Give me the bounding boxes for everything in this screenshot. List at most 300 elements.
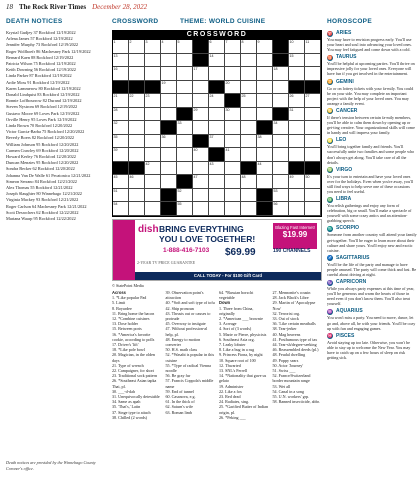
- crossword-cell[interactable]: [305, 148, 321, 162]
- crossword-cell[interactable]: [193, 175, 209, 189]
- crossword-cell[interactable]: [241, 121, 257, 135]
- crossword-cell[interactable]: [273, 175, 289, 189]
- crossword-cell[interactable]: [241, 108, 257, 122]
- crossword-cell[interactable]: [193, 148, 209, 162]
- crossword-cell[interactable]: [257, 67, 273, 81]
- crossword-cell[interactable]: [225, 40, 241, 54]
- crossword-cell[interactable]: [145, 40, 161, 54]
- crossword-cell[interactable]: [177, 94, 193, 108]
- crossword-block: [193, 40, 209, 54]
- crossword-block: [257, 189, 273, 203]
- crossword-cell[interactable]: [145, 162, 161, 176]
- crossword-cell[interactable]: [145, 175, 161, 189]
- clue-item: 34. Same as apah: [112, 399, 141, 405]
- zodiac-icon: ♋: [327, 108, 333, 114]
- clue-item: 21. Type of wrench: [112, 362, 144, 368]
- zodiac-icon: ♓: [327, 333, 333, 339]
- crossword-cell[interactable]: [113, 175, 129, 189]
- crossword-cell[interactable]: [161, 81, 177, 95]
- horoscope-text: Avoid staying up too late. Otherwise, you won't be able to stay up to welcome the New Year. You may have to catch up on a few hours of sleep on risk getting sick.: [327, 339, 411, 361]
- crossword-cell[interactable]: [305, 189, 321, 203]
- crossword-cell[interactable]: [257, 175, 273, 189]
- clue-item: 38. Tear-jerker: [272, 326, 297, 332]
- clue-number: 4: [161, 40, 164, 44]
- crossword-block: [209, 148, 225, 162]
- horoscope-sign-name: [327, 54, 417, 61]
- clue-number: 28: [113, 107, 118, 112]
- clue-number: 9: [257, 40, 260, 44]
- crossword-block: [209, 81, 225, 95]
- clue-number: 51: [113, 188, 118, 193]
- crossword-cell[interactable]: [209, 94, 225, 108]
- clue-item: 3. Acreage: [219, 321, 237, 327]
- horoscope-virgo: [327, 167, 417, 194]
- clue-item: 15. Between ports: [112, 326, 142, 332]
- crossword-cell[interactable]: [289, 121, 305, 135]
- crossword-grid[interactable]: [112, 39, 322, 217]
- crossword-cell[interactable]: [145, 67, 161, 81]
- clue-item: 35. 'That's,' Latin: [112, 404, 141, 410]
- crossword-cell[interactable]: [273, 162, 289, 176]
- clue-number: 46: [129, 175, 134, 180]
- death-notice-item: Linda Parker 87 Rockford 12/19/2022: [6, 73, 72, 79]
- crossword-cell[interactable]: [129, 54, 145, 68]
- crossword-cell[interactable]: [177, 81, 193, 95]
- crossword-cell[interactable]: [289, 40, 305, 54]
- crossword-cell[interactable]: [129, 202, 145, 216]
- crossword-cell[interactable]: [209, 202, 225, 216]
- death-notice-item: Alex Thomas 55 Rockford 12/21/2022: [6, 185, 73, 191]
- crossword-cell[interactable]: [273, 94, 289, 108]
- clue-number: 11: [305, 40, 310, 44]
- crossword-cell[interactable]: [273, 121, 289, 135]
- clue-item: 8. Boyardee: [112, 305, 132, 311]
- crossword-cell[interactable]: [129, 67, 145, 81]
- crossword-cell[interactable]: [273, 148, 289, 162]
- zodiac-icon: ♈: [327, 30, 333, 36]
- crossword-cell[interactable]: [289, 148, 305, 162]
- crossword-cell[interactable]: [241, 81, 257, 95]
- clue-item: 41. Posthumous type of tax: [272, 336, 318, 342]
- sign-label: CAPRICORN: [336, 279, 367, 286]
- horoscope-text: You'll be the life of the party and manage to have people amused. The party will come thick and fast. Be careful about driving at night.: [327, 261, 417, 277]
- death-notice-item: Ardie Moss 91 Rockford 12/19/2022: [6, 79, 70, 85]
- crossword-cell[interactable]: [241, 94, 257, 108]
- crossword-cell[interactable]: [145, 202, 161, 216]
- clue-item: 56. Be gray fur: [165, 373, 191, 379]
- crossword-cell[interactable]: [241, 148, 257, 162]
- crossword-cell[interactable]: [129, 94, 145, 108]
- crossword-cell[interactable]: [145, 189, 161, 203]
- crossword-cell[interactable]: [209, 135, 225, 149]
- issue-date: December 28, 2022: [92, 3, 148, 11]
- crossword-cell[interactable]: [305, 67, 321, 81]
- crossword-block: [305, 162, 321, 176]
- crossword-cell[interactable]: [177, 148, 193, 162]
- dish-advertisement[interactable]: [112, 219, 322, 281]
- horoscope-text: It's your turn to entertain and have your loved ones over for the holidays. Even when you're away, you'll still find ways to help serve one of these occasions you need to feel useful.: [327, 173, 414, 194]
- crossword-cell[interactable]: [241, 202, 257, 216]
- crossword-block: [273, 108, 289, 122]
- crossword-cell[interactable]: [161, 108, 177, 122]
- crossword-cell[interactable]: [177, 135, 193, 149]
- horoscope-text: You relish gatherings and enjoy any form of celebration, big or small. You'll make a spectacle of yourself with some crazy antics and an attention-grabbing speech.: [327, 203, 412, 224]
- crossword-block: [177, 175, 193, 189]
- clue-item: 47. Without profession-al help, pl.: [165, 326, 208, 337]
- crossword-cell[interactable]: [289, 94, 305, 108]
- clue-number: 3: [145, 40, 148, 44]
- crossword-cell[interactable]: [289, 189, 305, 203]
- clue-item: 1. *Like popular Pad: [112, 295, 147, 301]
- crossword-cell[interactable]: [225, 148, 241, 162]
- death-notice-item: Joseph Slaughter 80 Winnebago 12/21/2022: [6, 191, 82, 197]
- crossword-cell[interactable]: [145, 148, 161, 162]
- clue-item: 2. *American ___ brownie: [219, 316, 263, 322]
- crossword-cell[interactable]: [225, 54, 241, 68]
- page-header: [6, 3, 147, 15]
- crossword-cell[interactable]: [289, 135, 305, 149]
- horoscope-sign-name: [327, 30, 417, 37]
- crossword-cell[interactable]: [177, 162, 193, 176]
- crossword-cell[interactable]: [305, 175, 321, 189]
- crossword-cell[interactable]: [257, 54, 273, 68]
- death-notices-list: [6, 30, 106, 222]
- crossword-cell[interactable]: [145, 108, 161, 122]
- paper-name: The Rock River Times: [19, 3, 87, 11]
- clue-item: 46. Reassembled deeds (pl.): [272, 347, 319, 353]
- sign-label: SAGITTARIUS: [336, 254, 370, 261]
- crossword-cell[interactable]: [225, 202, 241, 216]
- clue-item: 12. Thwarted: [219, 362, 241, 368]
- clue-number: 37: [209, 134, 214, 139]
- clue-item: 5. Limit: [112, 300, 126, 306]
- crossword-cell[interactable]: [129, 148, 145, 162]
- crossword-cell[interactable]: [225, 81, 241, 95]
- crossword-cell[interactable]: [273, 189, 289, 203]
- crossword-cell[interactable]: [257, 94, 273, 108]
- crossword-cell[interactable]: [177, 67, 193, 81]
- death-notice-item: Simeon Serrano 84 Rockford 12/21/2022: [6, 178, 77, 184]
- clue-item: 26. *Southeast Asian tapka Thai, pl.: [112, 378, 157, 389]
- crossword-cell[interactable]: [257, 162, 273, 176]
- crossword-cell[interactable]: [241, 175, 257, 189]
- crossword-cell[interactable]: [209, 121, 225, 135]
- crossword-cell[interactable]: [193, 189, 209, 203]
- ad-internet-badge: [273, 223, 317, 249]
- horoscope-text: If there's tension between certain fa-mily members, you'll be able to calm them down by opening up or get-ting creative. Your organizational skills will come in handy and will impress your family.: [327, 114, 415, 136]
- crossword-cell[interactable]: [257, 81, 273, 95]
- clue-item: 57. Francis Coppola's middle name: [165, 378, 214, 389]
- death-notice-item: Karen Lammerow 80 Rockford 12/19/2022: [6, 85, 81, 91]
- crossword-cell[interactable]: [209, 108, 225, 122]
- clue-number: 6: [209, 40, 212, 44]
- clue-item: 52. *Wasabi is popular in this cuisine: [165, 352, 215, 363]
- crossword-cell[interactable]: [289, 54, 305, 68]
- horoscope-sign-name: [327, 108, 417, 115]
- crossword-cell[interactable]: [209, 67, 225, 81]
- crossword-cell[interactable]: [177, 189, 193, 203]
- crossword-cell[interactable]: [305, 54, 321, 68]
- crossword-cell[interactable]: [113, 54, 129, 68]
- death-notice-item: Roger Carlson 64 Machesney Park 12/21/2022: [6, 203, 87, 209]
- crossword-cell[interactable]: [193, 162, 209, 176]
- crossword-cell[interactable]: [129, 121, 145, 135]
- crossword-cell[interactable]: [241, 67, 257, 81]
- crossword-cell[interactable]: [289, 67, 305, 81]
- clue-item: 5. Marie or Pierre, physicists: [219, 331, 267, 337]
- death-notice-item: Keith Downing 56 Rockford 12/19/2022: [6, 67, 76, 73]
- crossword-cell[interactable]: [257, 40, 273, 54]
- crossword-cell[interactable]: [305, 108, 321, 122]
- clue-number: 41: [225, 148, 230, 153]
- clue-number: 48: [241, 175, 246, 180]
- crossword-cell[interactable]: [241, 54, 257, 68]
- ad-badge-text: Blazing Fast Internet!: [275, 225, 315, 230]
- clue-item: 22. Like a fox: [219, 388, 242, 394]
- crossword-cell[interactable]: [289, 175, 305, 189]
- crossword-cell[interactable]: [161, 54, 177, 68]
- horoscope-sign-name: [327, 333, 417, 340]
- clue-item: 14. *Nationality that gave us gelato: [219, 373, 267, 384]
- crossword-cell[interactable]: [273, 81, 289, 95]
- clue-item: 30. ___-d-dah: [112, 388, 135, 394]
- clue-item: 49. Poppy sears: [272, 357, 299, 363]
- crossword-block: [273, 54, 289, 68]
- clue-number: 14: [209, 53, 214, 58]
- clue-item: 19. Administer: [219, 383, 244, 389]
- crossword-cell[interactable]: [129, 189, 145, 203]
- crossword-cell[interactable]: [193, 94, 209, 108]
- crossword-cell[interactable]: [273, 67, 289, 81]
- crossword-cell[interactable]: [145, 135, 161, 149]
- death-notices-footer: Death notices are provided by the Winnebago County Coroner's office.: [6, 460, 96, 471]
- crossword-cell[interactable]: [193, 202, 209, 216]
- death-notice-item: Donald Lindquist 83 Rockford 12/19/2022: [6, 92, 80, 98]
- crossword-cell[interactable]: [113, 40, 129, 54]
- ad-phone-number[interactable]: 1-888-416-7103: [163, 247, 210, 254]
- crossword-cell[interactable]: [305, 94, 321, 108]
- clue-item: 40. *Soft and soft type of tofu: [165, 300, 215, 306]
- clue-number: 47: [193, 175, 198, 180]
- horoscope-scorpio: [327, 225, 417, 252]
- crossword-cell[interactable]: [113, 202, 129, 216]
- crossword-cell[interactable]: [305, 135, 321, 149]
- clue-number: 18: [273, 67, 278, 72]
- horoscope-title: HOROSCOPE: [327, 18, 372, 25]
- horoscope-sign-name: [327, 137, 417, 144]
- death-notice-item: Johanna Van De Walle 61 Pecatonica 12/21/2022: [6, 172, 91, 178]
- crossword-cell[interactable]: [113, 148, 129, 162]
- crossword-cell[interactable]: [161, 175, 177, 189]
- crossword-cell[interactable]: [289, 202, 305, 216]
- crossword-cell[interactable]: [225, 189, 241, 203]
- death-notice-item: Victor Garcia-Barba 75 Rockford 12/20/2022: [6, 129, 85, 135]
- horoscope-text: Someone from another country will attend your family get-together. You'll be eager to learn more about their culture and share yours. You'll enjoy new and exotic cuisine.: [327, 232, 417, 253]
- death-notice-item: Carmen Crawley 69 Rockford 12/20/2022: [6, 147, 79, 153]
- crossword-cell[interactable]: [209, 189, 225, 203]
- crossword-block: [129, 81, 145, 95]
- clue-number: 54: [113, 202, 118, 207]
- death-notice-item: Scott Desrochers 62 Rockford 12/22/2022: [6, 209, 79, 215]
- crossword-cell[interactable]: [113, 135, 129, 149]
- crossword-cell[interactable]: [161, 162, 177, 176]
- crossword-cell[interactable]: [273, 135, 289, 149]
- crossword-cell[interactable]: [113, 67, 129, 81]
- clue-number: 31: [289, 107, 294, 112]
- crossword-cell[interactable]: [145, 94, 161, 108]
- crossword-cell[interactable]: [161, 148, 177, 162]
- horoscope-gemini: [327, 79, 417, 106]
- clue-item: 26. *Peking ___: [219, 414, 246, 420]
- crossword-cell[interactable]: [129, 175, 145, 189]
- crossword-cell[interactable]: [305, 202, 321, 216]
- sign-label: LEO: [336, 137, 347, 144]
- clue-item: 45. Overway to instigate: [165, 321, 206, 327]
- crossword-cell[interactable]: [193, 67, 209, 81]
- clue-number: 39: [113, 148, 118, 153]
- crossword-cell[interactable]: [257, 135, 273, 149]
- crossword-cell[interactable]: [209, 175, 225, 189]
- clue-item: 36. 'Like certain meatballs: [272, 321, 316, 327]
- clue-item: 13. SNL's Ferrell: [219, 368, 248, 374]
- crossword-cell[interactable]: [241, 189, 257, 203]
- clue-item: 32. Terrorist org.: [272, 310, 301, 316]
- death-notice-item: Steven Nystrom 69 Rockford 12/19/2022: [6, 104, 78, 110]
- clue-item: 16. *America's favorite cookie, according to polls: [112, 331, 155, 342]
- clue-item: 17. Driver's 'lift': [112, 342, 139, 348]
- horoscope-aries: [327, 30, 417, 52]
- clue-number: 42: [145, 161, 150, 166]
- clue-item: 25. *Garified Butter of Indian origin, pl.: [219, 404, 268, 415]
- ad-color-strip: [113, 220, 135, 280]
- clue-number: 16: [113, 67, 118, 72]
- crossword-cell[interactable]: [177, 40, 193, 54]
- horoscope-libra: [327, 196, 417, 223]
- death-notice-item: Ronnie Loffbourrow 82 Durand 12/19/2022: [6, 98, 82, 104]
- clue-number: 5: [177, 40, 180, 44]
- crossword-block: [289, 162, 305, 176]
- clue-item: 48. Energy to motion converter: [165, 336, 201, 348]
- clue-item: 58. Banned insecticide, abbr.: [272, 399, 320, 405]
- crossword-cell[interactable]: [241, 40, 257, 54]
- zodiac-icon: ♌: [327, 137, 333, 143]
- crossword-cell[interactable]: [113, 108, 129, 122]
- crossword-cell[interactable]: [209, 162, 225, 176]
- crossword-title: CROSSWORD: [112, 18, 159, 25]
- crossword-cell[interactable]: [225, 135, 241, 149]
- crossword-cell[interactable]: [257, 108, 273, 122]
- crossword-cell[interactable]: [193, 81, 209, 95]
- zodiac-icon: ♐: [327, 255, 333, 261]
- clue-number: 32: [113, 121, 118, 126]
- crossword-cell[interactable]: [113, 94, 129, 108]
- clue-item: 51. Swiss ___: [272, 368, 296, 374]
- sign-label: PISCES: [336, 332, 355, 339]
- crossword-cell[interactable]: [257, 148, 273, 162]
- crossword-cell[interactable]: [193, 121, 209, 135]
- clue-item: 55. *Type of radical Vienna noodle: [165, 362, 211, 374]
- clue-item: 18. *Like pole bowl: [112, 347, 145, 353]
- crossword-clues: [112, 290, 322, 476]
- clue-number: 44: [257, 161, 262, 166]
- clue-item: 11. Bring home the bacon: [112, 310, 155, 316]
- crossword-block: [257, 202, 273, 216]
- zodiac-icon: ♑: [327, 279, 333, 285]
- crossword-cell[interactable]: [113, 189, 129, 203]
- crossword-cell[interactable]: [225, 121, 241, 135]
- horoscope-taurus: [327, 54, 417, 76]
- crossword-cell[interactable]: [161, 67, 177, 81]
- sign-label: ARIES: [336, 29, 352, 36]
- crossword-cell[interactable]: [305, 121, 321, 135]
- zodiac-icon: ♒: [327, 308, 333, 314]
- crossword-puzzle: [112, 30, 322, 217]
- crossword-cell[interactable]: [241, 135, 257, 149]
- crossword-cell[interactable]: [289, 108, 305, 122]
- zodiac-icon: ♍: [327, 167, 333, 173]
- clue-item: 39. Observation point's attraction: [165, 290, 204, 301]
- clue-number: 20: [225, 80, 230, 85]
- ad-channels: 190 CHANNELS: [273, 248, 311, 254]
- crossword-cell[interactable]: [225, 67, 241, 81]
- sign-label: CANCER: [336, 107, 358, 114]
- clue-number: 50: [305, 175, 310, 180]
- crossword-cell[interactable]: [225, 162, 241, 176]
- crossword-cell[interactable]: [161, 40, 177, 54]
- crossword-banner: CROSSWORD: [112, 30, 322, 39]
- clue-item: 27. Mennonite's cousin: [272, 290, 311, 295]
- crossword-cell[interactable]: [161, 135, 177, 149]
- crossword-cell[interactable]: [129, 40, 145, 54]
- crossword-block: [289, 81, 305, 95]
- crossword-cell[interactable]: [225, 175, 241, 189]
- horoscope-sign-name: [327, 225, 417, 232]
- crossword-cell[interactable]: [273, 202, 289, 216]
- crossword-cell[interactable]: [193, 108, 209, 122]
- crossword-block: [129, 162, 145, 176]
- ad-logo: dish: [138, 224, 159, 235]
- crossword-cell[interactable]: [177, 202, 193, 216]
- death-notice-item: Howard Kerley 76 Rockford 12/20/2022: [6, 154, 76, 160]
- crossword-cell[interactable]: [129, 108, 145, 122]
- crossword-block: [161, 121, 177, 135]
- ad-headline-1: BRING EVERYTHING: [159, 224, 244, 234]
- clue-number: 10: [289, 40, 294, 44]
- crossword-cell[interactable]: [161, 94, 177, 108]
- crossword-cell[interactable]: [145, 54, 161, 68]
- crossword-cell[interactable]: [209, 54, 225, 68]
- crossword-cell[interactable]: [177, 54, 193, 68]
- zodiac-icon: ♎: [327, 196, 333, 202]
- crossword-cell[interactable]: [113, 121, 129, 135]
- clue-item: 23. Traditional sock pattern: [112, 373, 158, 379]
- clue-item: 55. U.N. workers' grp.: [272, 394, 310, 400]
- death-notices-title: DEATH NOTICES: [6, 18, 63, 25]
- sign-label: VIRGO: [336, 166, 353, 173]
- horoscope-sign-name: [327, 79, 417, 86]
- crossword-cell[interactable]: [305, 40, 321, 54]
- crossword-block: [241, 162, 257, 176]
- crossword-block: [305, 81, 321, 95]
- crossword-cell[interactable]: [177, 121, 193, 135]
- crossword-cell[interactable]: [209, 40, 225, 54]
- clue-item: 23. Red dead: [219, 394, 241, 400]
- horoscope-sign-name: [327, 255, 417, 262]
- clue-item: 29. Martin of 'Apocalypse Now': [272, 300, 316, 311]
- crossword-cell[interactable]: [145, 121, 161, 135]
- crossword-cell[interactable]: [225, 108, 241, 122]
- crossword-cell[interactable]: [129, 135, 145, 149]
